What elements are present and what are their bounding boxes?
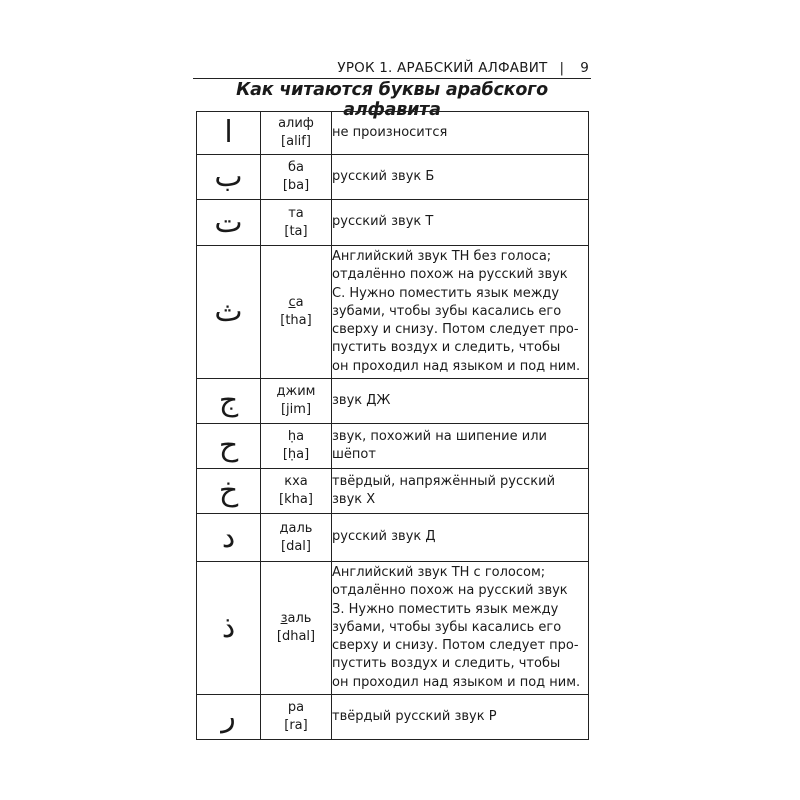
letter-name-latin: [ra] xyxy=(284,718,308,733)
arabic-letter: ر xyxy=(197,695,261,740)
pronunciation-description xyxy=(332,514,589,562)
letter-name xyxy=(261,514,332,562)
table-row xyxy=(197,379,589,424)
letter-name-rest: а xyxy=(295,295,304,310)
letter-name xyxy=(261,424,332,469)
description-line: З. Нужно поместить язык между xyxy=(332,601,559,617)
letter-name-russian: та xyxy=(288,205,304,221)
letter-name-latin: [tha] xyxy=(280,313,312,328)
pronunciation-description xyxy=(332,246,589,379)
letter-name-russian xyxy=(261,610,331,628)
table-row xyxy=(197,246,589,379)
description-line: отдалённо похож на русский звук xyxy=(332,267,568,283)
letter-name xyxy=(261,695,332,740)
letter-name-latin: [ba] xyxy=(282,178,310,193)
arabic-letter: د xyxy=(197,514,261,562)
description-line: не произносится xyxy=(332,124,448,140)
arabic-letter: ث xyxy=(197,246,261,379)
table-row xyxy=(197,424,589,469)
table-row xyxy=(197,695,589,740)
pronunciation-description xyxy=(332,424,589,469)
letter-name xyxy=(261,379,332,424)
description-line: русский звук Б xyxy=(332,168,435,184)
description-line: звук, похожий на шипение или xyxy=(332,428,547,444)
letter-name-russian: ба xyxy=(288,160,304,175)
description-line: пустить воздух и следить, чтобы xyxy=(332,340,561,356)
description-line: зубами, чтобы зубы касались его xyxy=(332,619,562,635)
description-line: русский звук Д xyxy=(332,529,436,545)
table-row xyxy=(197,155,589,200)
letter-name-russian: ра xyxy=(287,700,305,715)
description-line: Английский звук TH без голоса; xyxy=(332,248,552,264)
description-line: зубами, чтобы зубы касались его xyxy=(332,303,562,319)
arabic-letter: ج xyxy=(197,379,261,424)
letter-name-russian xyxy=(261,294,331,312)
arabic-letter: ذ xyxy=(197,562,261,695)
letter-name xyxy=(261,469,332,514)
pronunciation-description xyxy=(332,155,589,200)
pronunciation-description xyxy=(332,469,589,514)
description-line: сверху и снизу. Потом следует про- xyxy=(332,322,579,338)
pronunciation-description xyxy=(332,200,589,246)
letter-name xyxy=(261,200,332,246)
page-title: Как читаются буквы арабского алфавита xyxy=(236,80,548,120)
arabic-letter: خ xyxy=(197,469,261,514)
pronunciation-description xyxy=(332,112,589,155)
description-line: шёпот xyxy=(332,447,376,462)
arabic-letter: ت xyxy=(197,200,261,246)
letter-name-russian: алиф xyxy=(278,116,314,131)
page-number: 9 xyxy=(580,60,589,76)
description-line: твёрдый, напряжённый русский xyxy=(332,473,556,489)
letter-name-latin: [ta] xyxy=(284,223,308,239)
description-line: он проходил над языком и под ним. xyxy=(332,674,581,690)
letter-name xyxy=(261,112,332,155)
letter-name-russian: джим xyxy=(276,384,316,399)
letter-name-latin: [dhal] xyxy=(276,629,316,644)
letter-name-russian: даль xyxy=(279,520,313,536)
description-line: он проходил над языком и под ним. xyxy=(332,358,581,374)
description-line: русский звук Т xyxy=(332,214,434,230)
letter-name-latin: [dal] xyxy=(281,538,311,554)
running-header xyxy=(193,58,591,79)
letter-name-latin: [alif] xyxy=(281,134,311,149)
table-row xyxy=(197,514,589,562)
letter-name-latin: [jim] xyxy=(280,402,312,417)
description-line: С. Нужно поместить язык между xyxy=(332,285,560,301)
arabic-letter: ب xyxy=(197,155,261,200)
table-row xyxy=(197,200,589,246)
underlined-letter: з xyxy=(280,611,288,626)
pronunciation-description xyxy=(332,562,589,695)
table-row xyxy=(197,562,589,695)
description-line: отдалённо похож на русский звук xyxy=(332,583,568,599)
table-row xyxy=(197,469,589,514)
alphabet-table xyxy=(196,111,589,740)
description-line: звук Х xyxy=(332,492,376,507)
letter-name xyxy=(261,246,332,379)
letter-name xyxy=(261,562,332,695)
letter-name-latin: [ḥa] xyxy=(282,447,310,462)
letter-name-russian: ḥа xyxy=(287,429,305,444)
description-line: Английский звук TH с голосом; xyxy=(332,564,546,580)
letter-name-russian: кха xyxy=(284,474,308,489)
letter-name-latin: [kha] xyxy=(279,492,313,507)
description-line: твёрдый русский звук Р xyxy=(332,708,497,724)
letter-name xyxy=(261,155,332,200)
section-title: УРОК 1. АРАБСКИЙ АЛФАВИТ xyxy=(337,60,548,76)
arabic-letter: ا xyxy=(197,112,261,155)
letter-name-rest: аль xyxy=(287,611,312,626)
table-row xyxy=(197,112,589,155)
description-line: звук ДЖ xyxy=(332,392,391,408)
pronunciation-description xyxy=(332,379,589,424)
description-line: сверху и снизу. Потом следует про- xyxy=(332,638,579,654)
underlined-letter: с xyxy=(288,295,296,310)
header-separator: | xyxy=(559,60,565,76)
description-line: пустить воздух и следить, чтобы xyxy=(332,656,561,672)
pronunciation-description xyxy=(332,695,589,740)
arabic-letter: ح xyxy=(197,424,261,469)
